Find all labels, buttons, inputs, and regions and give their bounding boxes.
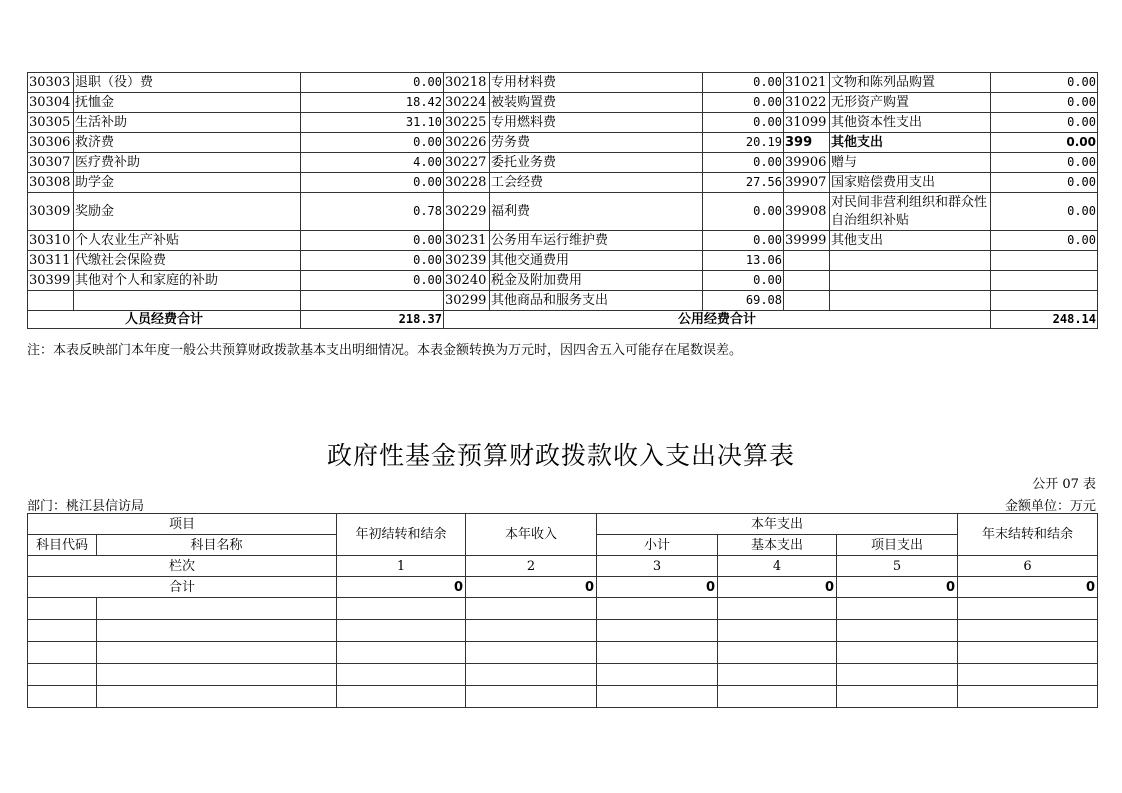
public-total-value: 248.14 xyxy=(991,311,1098,329)
opening-balance-header: 年初结转和结余 xyxy=(337,514,466,556)
expense-amount: 31.10 xyxy=(301,113,444,133)
expense-name: 其他支出 xyxy=(830,133,991,153)
expense-amount: 0.00 xyxy=(991,231,1098,251)
expense-name: 退职（役）费 xyxy=(74,73,301,93)
total-value: 0 xyxy=(958,577,1098,598)
expense-amount: 27.56 xyxy=(703,173,784,193)
total-value: 0 xyxy=(597,577,718,598)
expense-amount: 13.06 xyxy=(703,251,784,271)
subtotal-header: 小计 xyxy=(597,535,718,556)
expense-amount: 0.00 xyxy=(301,73,444,93)
empty-row xyxy=(28,686,1098,708)
expense-amount: 4.00 xyxy=(301,153,444,173)
expense-amount: 20.19 xyxy=(703,133,784,153)
column-number: 2 xyxy=(466,556,597,577)
expense-code: 399 xyxy=(784,133,830,153)
expense-code: 30304 xyxy=(28,93,74,113)
income-header: 本年收入 xyxy=(466,514,597,556)
expense-code: 30240 xyxy=(444,271,490,291)
expense-name: 代缴社会保险费 xyxy=(74,251,301,271)
name-header: 科目名称 xyxy=(97,535,337,556)
expense-amount: 0.00 xyxy=(301,251,444,271)
expense-amount: 0.00 xyxy=(301,173,444,193)
expense-code: 30309 xyxy=(28,193,74,231)
expense-amount: 0.00 xyxy=(703,113,784,133)
table-row xyxy=(28,231,1098,251)
header-row-1 xyxy=(28,514,1098,535)
expense-name: 助学金 xyxy=(74,173,301,193)
expense-code: 39908 xyxy=(784,193,830,231)
expense-code: 30305 xyxy=(28,113,74,133)
expense-code: 30229 xyxy=(444,193,490,231)
expense-name: 专用燃料费 xyxy=(490,113,703,133)
public-total-label: 公用经费合计 xyxy=(444,311,991,329)
basic-expenditure-table xyxy=(27,72,1098,329)
expense-code: 30218 xyxy=(444,73,490,93)
expense-name: 被装购置费 xyxy=(490,93,703,113)
expense-code: 30311 xyxy=(28,251,74,271)
expense-amount: 0.00 xyxy=(991,113,1098,133)
code-header: 科目代码 xyxy=(28,535,97,556)
table-code: 公开 07 表 xyxy=(1032,477,1096,492)
expense-amount: 0.00 xyxy=(991,133,1098,153)
expense-name: 专用材料费 xyxy=(490,73,703,93)
expense-amount xyxy=(991,251,1098,271)
expense-code: 30306 xyxy=(28,133,74,153)
table-row xyxy=(28,193,1098,231)
expense-amount xyxy=(991,291,1098,311)
expense-name: 个人农业生产补贴 xyxy=(74,231,301,251)
expense-amount xyxy=(301,291,444,311)
expense-name: 福利费 xyxy=(490,193,703,231)
expense-name: 公务用车运行维护费 xyxy=(490,231,703,251)
department-label: 部门：桃江县信访局 xyxy=(27,499,145,514)
expense-name: 生活补助 xyxy=(74,113,301,133)
project-expense-header: 项目支出 xyxy=(837,535,958,556)
expense-amount: 0.00 xyxy=(301,231,444,251)
total-value: 0 xyxy=(837,577,958,598)
expense-code: 30307 xyxy=(28,153,74,173)
total-value: 0 xyxy=(466,577,597,598)
closing-balance-header: 年末结转和结余 xyxy=(958,514,1098,556)
empty-row xyxy=(28,620,1098,642)
page-title: 政府性基金预算财政拨款收入支出决算表 xyxy=(326,441,795,470)
expense-code xyxy=(784,291,830,311)
column-number: 3 xyxy=(597,556,718,577)
table-note: 注：本表反映部门本年度一般公共预算财政拨款基本支出明细情况。本表金额转换为万元时，因四舍五入可能存在尾数误差。 xyxy=(27,343,743,358)
expense-code: 30308 xyxy=(28,173,74,193)
expense-amount: 0.00 xyxy=(703,231,784,251)
expense-code: 39907 xyxy=(784,173,830,193)
expense-name xyxy=(830,291,991,311)
table-row xyxy=(28,251,1098,271)
expense-name: 赠与 xyxy=(830,153,991,173)
expense-header: 本年支出 xyxy=(597,514,958,535)
unit-label: 金额单位：万元 xyxy=(1004,499,1096,514)
expense-amount: 0.00 xyxy=(301,271,444,291)
table-row xyxy=(28,133,1098,153)
expense-amount: 0.00 xyxy=(301,133,444,153)
expense-code: 30399 xyxy=(28,271,74,291)
expense-code: 39999 xyxy=(784,231,830,251)
expense-code: 30310 xyxy=(28,231,74,251)
expense-code xyxy=(784,271,830,291)
table-row xyxy=(28,113,1098,133)
table-row xyxy=(28,93,1098,113)
expense-name: 其他对个人和家庭的补助 xyxy=(74,271,301,291)
expense-amount xyxy=(991,271,1098,291)
expense-amount: 0.00 xyxy=(991,193,1098,231)
table-row xyxy=(28,173,1098,193)
total-row xyxy=(28,577,1098,598)
expense-amount: 0.00 xyxy=(703,193,784,231)
table-row xyxy=(28,153,1098,173)
expense-code xyxy=(784,251,830,271)
expense-name: 奖励金 xyxy=(74,193,301,231)
expense-name: 国家赔偿费用支出 xyxy=(830,173,991,193)
expense-name: 医疗费补助 xyxy=(74,153,301,173)
expense-code: 30231 xyxy=(444,231,490,251)
expense-code: 31021 xyxy=(784,73,830,93)
expense-amount: 0.00 xyxy=(991,153,1098,173)
expense-code xyxy=(28,291,74,311)
expense-name: 对民间非营利组织和群众性自治组织补贴 xyxy=(830,193,991,231)
column-number: 1 xyxy=(337,556,466,577)
total-label: 合计 xyxy=(28,577,337,598)
expense-name: 税金及附加费用 xyxy=(490,271,703,291)
expense-name: 文物和陈列品购置 xyxy=(830,73,991,93)
personnel-total-label: 人员经费合计 xyxy=(28,311,301,329)
expense-amount: 0.00 xyxy=(703,93,784,113)
expense-code: 30299 xyxy=(444,291,490,311)
column-number: 4 xyxy=(718,556,837,577)
expense-name: 其他支出 xyxy=(830,231,991,251)
empty-row xyxy=(28,598,1098,620)
total-value: 0 xyxy=(337,577,466,598)
column-index-row xyxy=(28,556,1098,577)
empty-row xyxy=(28,642,1098,664)
expense-name: 工会经费 xyxy=(490,173,703,193)
expense-amount: 0.78 xyxy=(301,193,444,231)
expense-code: 31022 xyxy=(784,93,830,113)
expense-amount: 0.00 xyxy=(991,73,1098,93)
expense-name: 救济费 xyxy=(74,133,301,153)
column-number: 6 xyxy=(958,556,1098,577)
expense-amount: 69.08 xyxy=(703,291,784,311)
expense-name xyxy=(830,251,991,271)
expense-name xyxy=(74,291,301,311)
expense-name xyxy=(830,271,991,291)
expense-amount: 0.00 xyxy=(991,173,1098,193)
table-row xyxy=(28,291,1098,311)
expense-code: 31099 xyxy=(784,113,830,133)
expense-code: 30239 xyxy=(444,251,490,271)
expense-code: 30226 xyxy=(444,133,490,153)
expense-name: 其他资本性支出 xyxy=(830,113,991,133)
column-number: 5 xyxy=(837,556,958,577)
basic-expenditure-rows xyxy=(28,73,1098,311)
expense-amount: 0.00 xyxy=(703,271,784,291)
expense-name: 劳务费 xyxy=(490,133,703,153)
expense-code: 30227 xyxy=(444,153,490,173)
expense-code: 30224 xyxy=(444,93,490,113)
column-index-label: 栏次 xyxy=(28,556,337,577)
expense-amount: 18.42 xyxy=(301,93,444,113)
expense-amount: 0.00 xyxy=(991,93,1098,113)
item-header: 项目 xyxy=(28,514,337,535)
basic-expense-header: 基本支出 xyxy=(718,535,837,556)
totals-row xyxy=(28,311,1098,329)
expense-code: 30228 xyxy=(444,173,490,193)
expense-name: 其他交通费用 xyxy=(490,251,703,271)
expense-amount: 0.00 xyxy=(703,153,784,173)
expense-name: 抚恤金 xyxy=(74,93,301,113)
table-row xyxy=(28,271,1098,291)
expense-name: 委托业务费 xyxy=(490,153,703,173)
expense-name: 无形资产购置 xyxy=(830,93,991,113)
total-value: 0 xyxy=(718,577,837,598)
expense-amount: 0.00 xyxy=(703,73,784,93)
personnel-total-value: 218.37 xyxy=(301,311,444,329)
fund-budget-table xyxy=(27,513,1098,708)
expense-code: 30303 xyxy=(28,73,74,93)
expense-code: 39906 xyxy=(784,153,830,173)
empty-row xyxy=(28,664,1098,686)
table-row xyxy=(28,73,1098,93)
expense-name: 其他商品和服务支出 xyxy=(490,291,703,311)
expense-code: 30225 xyxy=(444,113,490,133)
